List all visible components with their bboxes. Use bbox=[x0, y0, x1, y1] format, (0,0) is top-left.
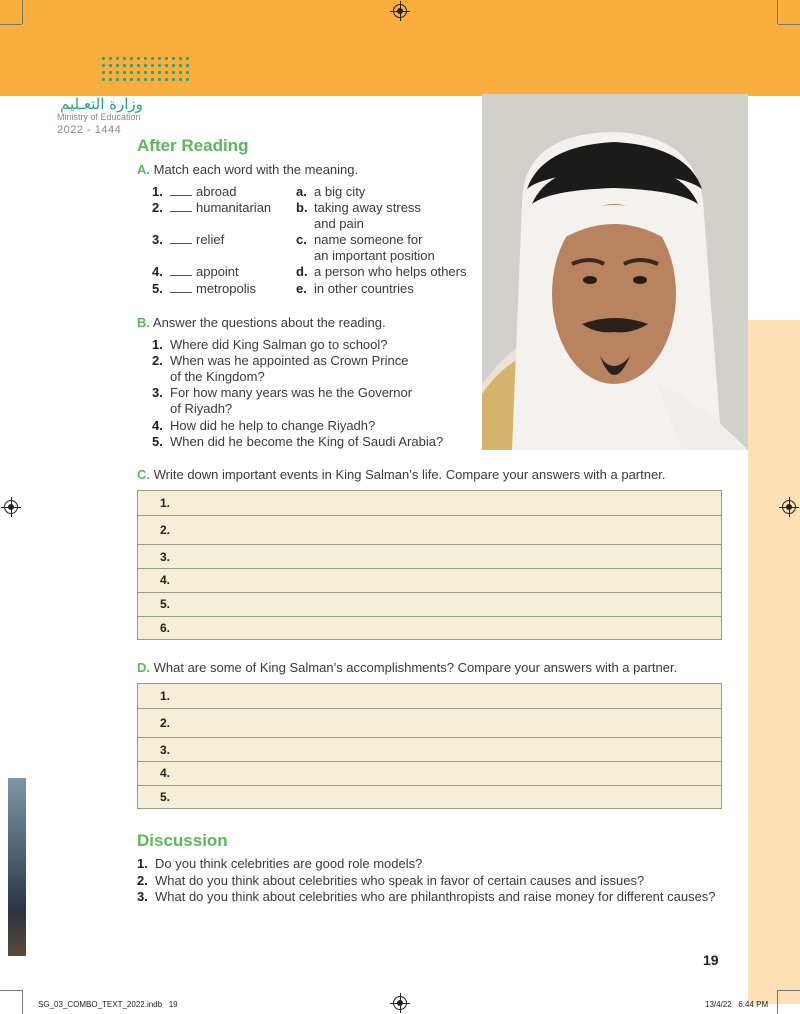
crop-mark bbox=[22, 990, 23, 1014]
section-a-heading bbox=[137, 162, 358, 178]
city-photo-strip bbox=[8, 778, 26, 956]
answer-blank[interactable] bbox=[170, 281, 192, 293]
word-item: 1. abroad bbox=[152, 184, 237, 199]
section-letter: B. bbox=[137, 315, 150, 330]
question-text: Where did King Salman go to school? bbox=[170, 337, 388, 352]
answer-row[interactable]: 1. bbox=[138, 684, 721, 709]
word-item: 2. humanitarian bbox=[152, 200, 272, 215]
section-letter: D. bbox=[137, 660, 150, 675]
meaning-text: a person who helps others bbox=[314, 264, 467, 279]
discussion-title: Discussion bbox=[137, 831, 228, 850]
section-letter: C. bbox=[137, 467, 150, 482]
ministry-name-arabic: وزارة التعـليم bbox=[60, 95, 143, 113]
meaning-text: name someone for bbox=[314, 232, 423, 247]
meaning-item: d. a person who helps others bbox=[296, 264, 467, 279]
after-reading-title: After Reading bbox=[137, 136, 249, 155]
registration-mark-icon bbox=[393, 996, 407, 1010]
question-text: of Riyadh? bbox=[170, 401, 233, 416]
discussion-text: What do you think about celebrities who are philanthropists and raise money for different causes? bbox=[155, 889, 716, 904]
word-item: 3. relief bbox=[152, 232, 225, 247]
crop-mark bbox=[778, 990, 800, 991]
word-text: relief bbox=[196, 232, 225, 247]
section-letter: A. bbox=[137, 162, 150, 177]
crop-mark bbox=[777, 990, 778, 1014]
discussion-item: 2. What do you think about celebrities who speak in favor of certain causes and issues? bbox=[137, 873, 645, 888]
discussion-item: 3. What do you think about celebrities who are philanthropists and raise money for different causes? bbox=[137, 889, 716, 904]
section-d-instruction: What are some of King Salman’s accomplishments? Compare your answers with a partner. bbox=[153, 660, 678, 675]
section-b-instruction: Answer the questions about the reading. bbox=[152, 315, 386, 330]
ministry-logo-icon bbox=[100, 55, 190, 81]
answer-row[interactable]: 3. bbox=[138, 738, 721, 762]
crop-mark bbox=[22, 0, 23, 24]
question-text: How did he help to change Riyadh? bbox=[170, 418, 376, 433]
crop-mark bbox=[777, 0, 778, 24]
word-item: 5. metropolis bbox=[152, 281, 256, 296]
meaning-text: and pain bbox=[314, 216, 364, 231]
discussion-text: Do you think celebrities are good role models? bbox=[155, 856, 423, 871]
ministry-name-english: Ministry of Education bbox=[57, 112, 141, 122]
question-text: of the Kingdom? bbox=[170, 369, 265, 384]
discussion-text: What do you think about celebrities who speak in favor of certain causes and issues? bbox=[155, 873, 645, 888]
word-text: metropolis bbox=[196, 281, 256, 296]
answer-row[interactable]: 3. bbox=[138, 545, 721, 569]
question-text: For how many years was he the Governor bbox=[170, 385, 413, 400]
registration-mark-icon bbox=[782, 500, 796, 514]
meaning-text: in other countries bbox=[314, 281, 414, 296]
section-d-heading bbox=[137, 660, 677, 676]
crop-mark bbox=[0, 990, 22, 991]
question-item: 3. For how many years was he the Governor of Riyadh? bbox=[152, 385, 413, 416]
registration-mark-icon bbox=[4, 500, 18, 514]
portrait-photo bbox=[482, 94, 748, 450]
print-slug-date: 13/4/22 6:44 PM bbox=[705, 1000, 769, 1009]
word-item: 4. appoint bbox=[152, 264, 239, 279]
answer-blank[interactable] bbox=[170, 264, 192, 276]
section-c-instruction: Write down important events in King Salman’s life. Compare your answers with a partner. bbox=[153, 467, 666, 482]
question-text: When did he become the King of Saudi Arabia? bbox=[170, 434, 444, 449]
question-item: 5. When did he become the King of Saudi Arabia? bbox=[152, 434, 444, 449]
meaning-text: taking away stress bbox=[314, 200, 421, 215]
question-text: When was he appointed as Crown Prince bbox=[170, 353, 409, 368]
meaning-text: a big city bbox=[314, 184, 366, 199]
answer-blank[interactable] bbox=[170, 184, 192, 196]
registration-mark-icon bbox=[393, 4, 407, 18]
answer-row[interactable]: 5. bbox=[160, 790, 171, 804]
crop-mark bbox=[778, 24, 800, 25]
answer-row[interactable]: 6. bbox=[160, 621, 171, 635]
answer-row[interactable]: 1. bbox=[138, 491, 721, 516]
answer-blank[interactable] bbox=[170, 232, 192, 244]
question-item: 2. When was he appointed as Crown Prince of the Kingdom? bbox=[152, 353, 409, 384]
accomplishments-answer-table bbox=[137, 683, 722, 809]
section-c-heading bbox=[137, 467, 665, 483]
print-slug-file: SG_03_COMBO_TEXT_2022.indb 19 bbox=[38, 1000, 178, 1009]
answer-row[interactable]: 5. bbox=[138, 593, 721, 617]
portrait-illustration-icon bbox=[482, 94, 748, 450]
crop-mark bbox=[0, 24, 22, 25]
answer-blank[interactable] bbox=[170, 200, 192, 212]
meaning-text: an important position bbox=[314, 248, 435, 263]
ministry-year: 2022 - 1444 bbox=[57, 124, 122, 136]
section-a-instruction: Match each word with the meaning. bbox=[153, 162, 359, 177]
word-text: appoint bbox=[196, 264, 239, 279]
word-text: abroad bbox=[196, 184, 237, 199]
meaning-item: e. in other countries bbox=[296, 281, 414, 296]
answer-row[interactable]: 2. bbox=[138, 516, 721, 545]
word-text: humanitarian bbox=[196, 200, 272, 215]
meaning-item: c. name someone for an important position bbox=[296, 232, 435, 263]
discussion-item: 1. Do you think celebrities are good role models? bbox=[137, 856, 423, 871]
question-item: 1. Where did King Salman go to school? bbox=[152, 337, 388, 352]
answer-row[interactable]: 4. bbox=[138, 569, 721, 593]
page-number: 19 bbox=[703, 952, 719, 968]
answer-row[interactable]: 2. bbox=[138, 709, 721, 738]
meaning-item: a. a big city bbox=[296, 184, 366, 199]
events-answer-table bbox=[137, 490, 722, 640]
meaning-item: b. taking away stress and pain bbox=[296, 200, 421, 231]
side-color-strip bbox=[748, 320, 800, 1004]
section-b-heading bbox=[137, 315, 386, 331]
question-item: 4. How did he help to change Riyadh? bbox=[152, 418, 376, 433]
answer-row[interactable]: 4. bbox=[138, 762, 721, 786]
